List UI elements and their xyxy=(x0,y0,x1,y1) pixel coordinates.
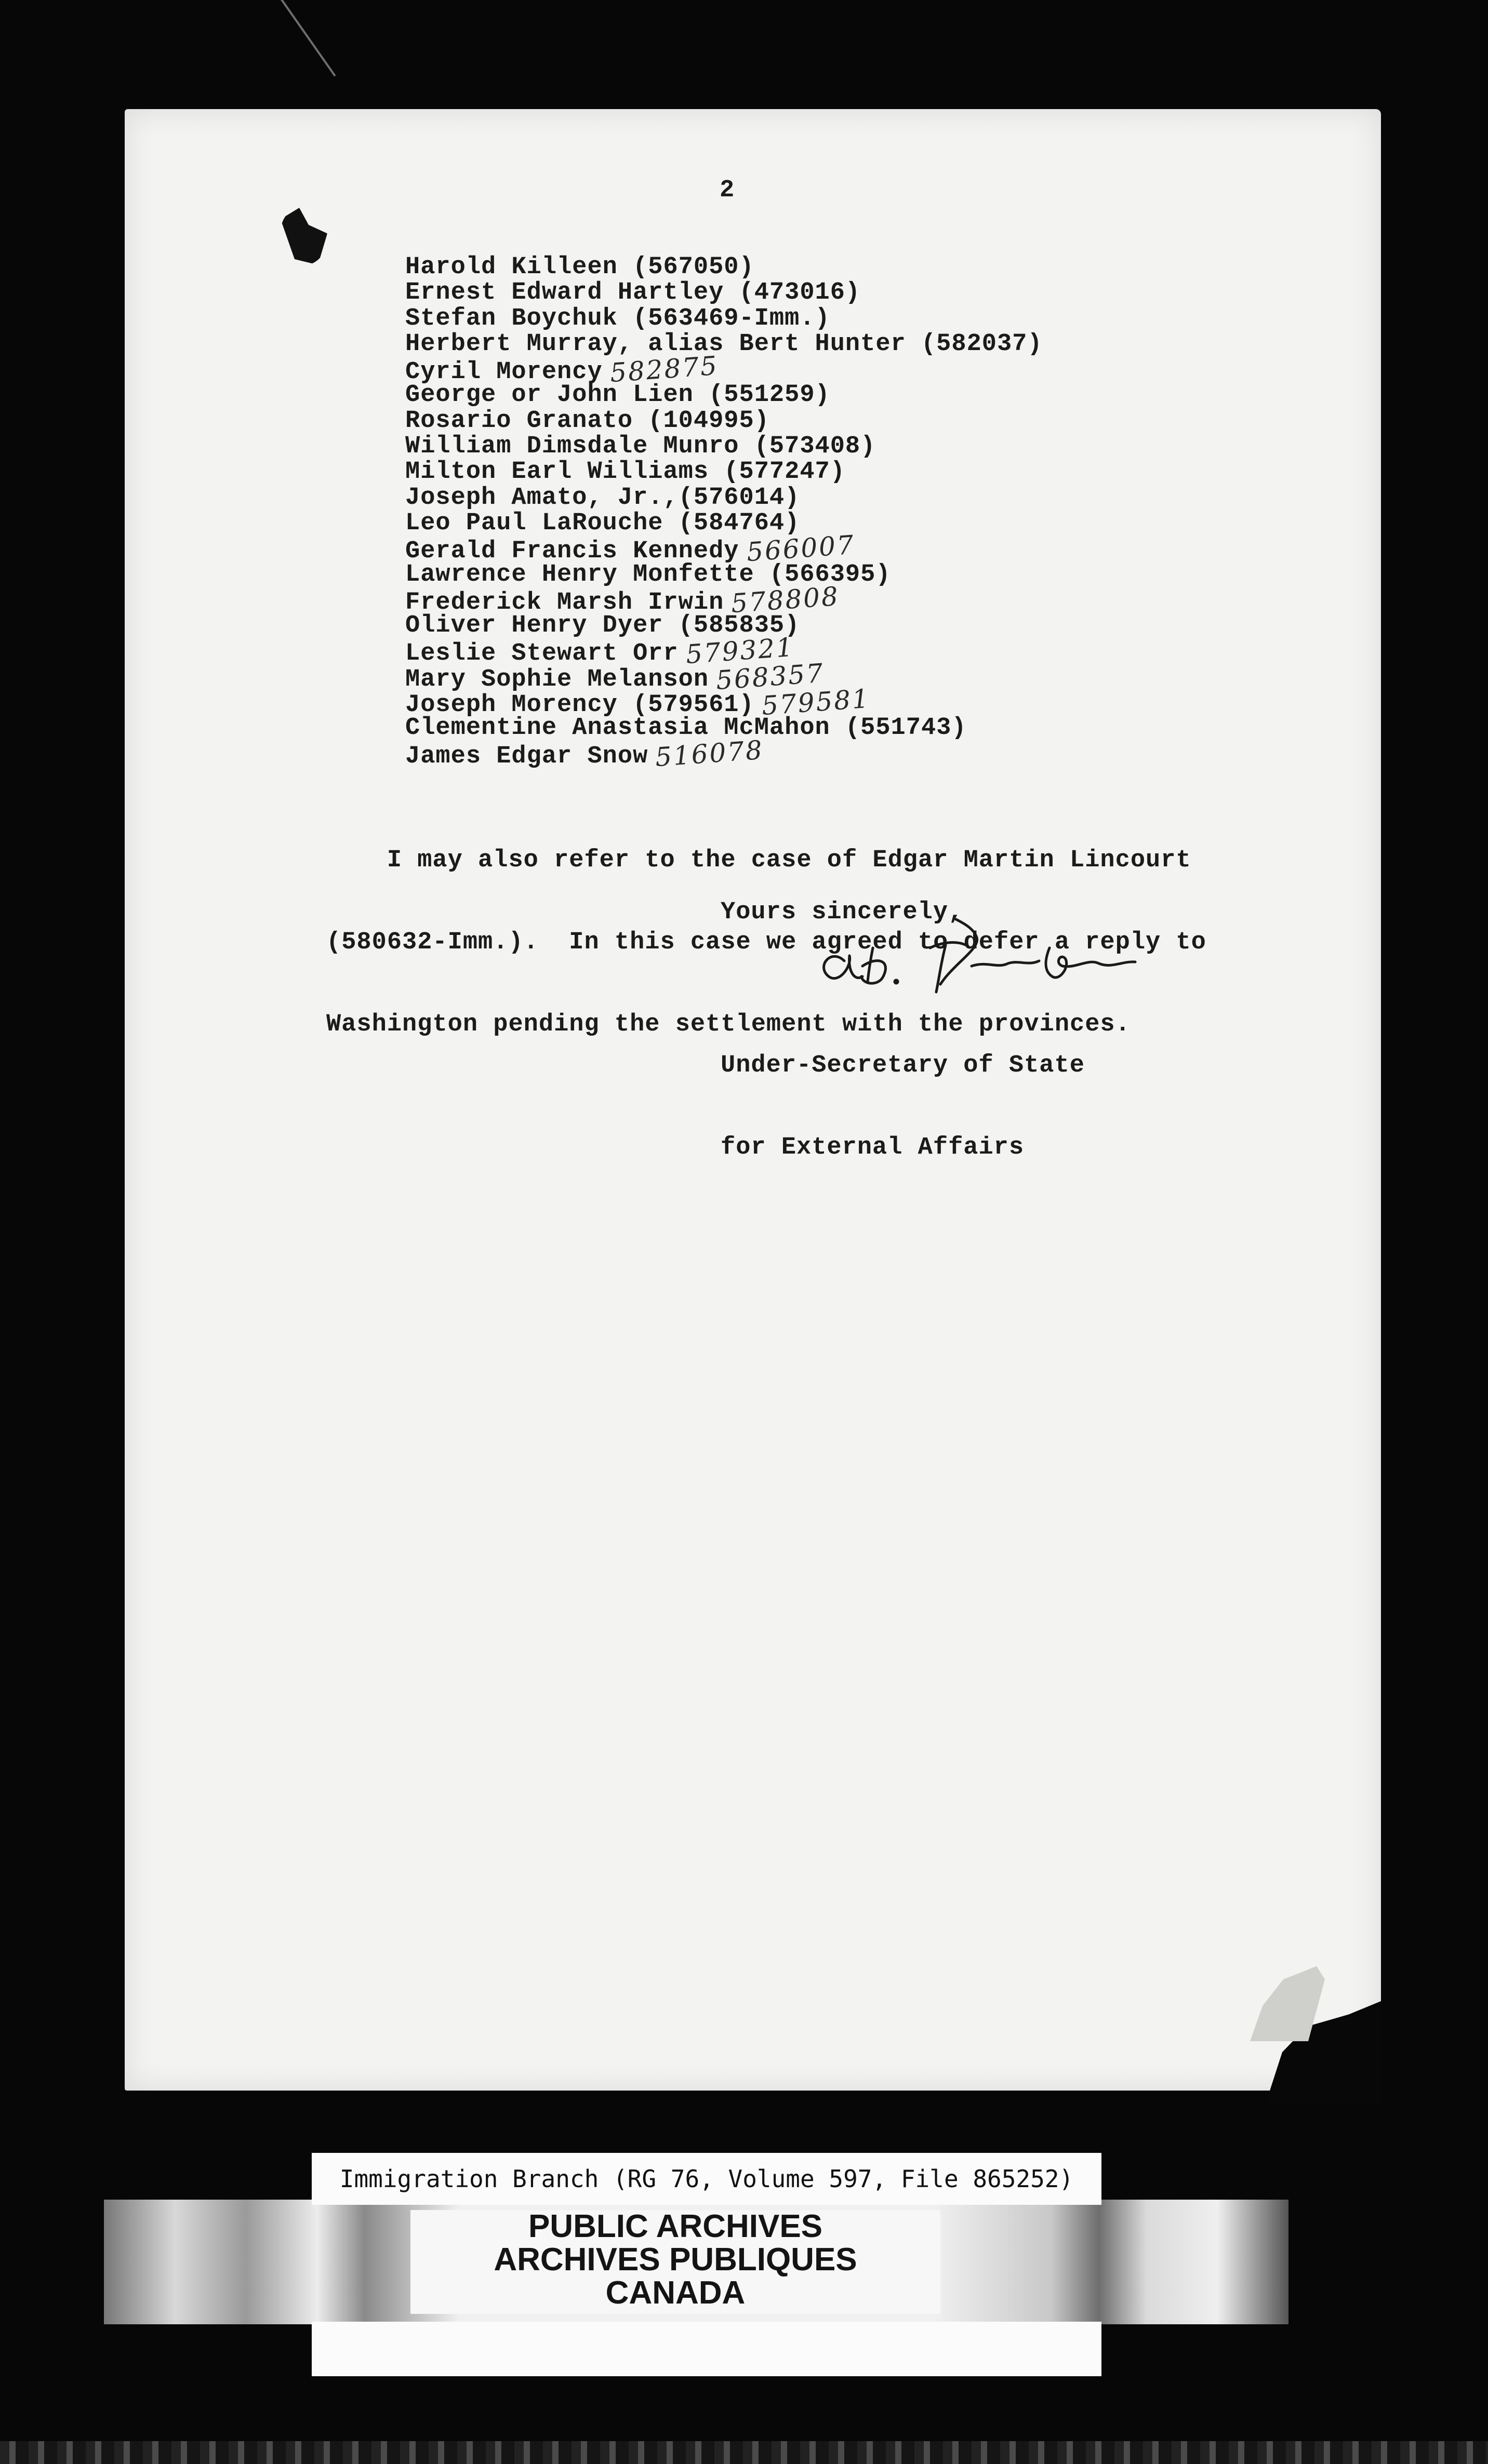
name-entry xyxy=(405,581,1043,619)
name-entry xyxy=(405,382,1043,408)
name-text: Harold Killeen (567050) xyxy=(405,253,754,281)
handwritten-file-number: 568357 xyxy=(715,658,826,695)
name-text: George or John Lien (551259) xyxy=(405,381,830,409)
film-scratch xyxy=(281,0,336,76)
handwritten-file-number: 582875 xyxy=(608,350,720,389)
stamp-line: PUBLIC ARCHIVES xyxy=(528,2208,823,2244)
name-text: Rosario Granato (104995) xyxy=(405,407,769,435)
salutation: Yours sincerely, xyxy=(721,899,964,926)
name-text: Milton Earl Williams (577247) xyxy=(405,458,845,486)
name-text: Gerald Francis Kennedy xyxy=(405,538,739,566)
name-text: Stefan Boychuk (563469-Imm.) xyxy=(405,304,830,332)
name-entry xyxy=(405,658,1043,695)
film-edge xyxy=(0,2441,1488,2464)
archive-stamp xyxy=(410,2210,940,2314)
name-entry xyxy=(405,632,1043,670)
name-entry xyxy=(405,683,1043,721)
page-number: 2 xyxy=(720,177,735,204)
name-text: Ernest Edward Hartley (473016) xyxy=(405,279,861,307)
handwritten-file-number: 579581 xyxy=(760,683,871,721)
handwritten-file-number: 566007 xyxy=(745,530,856,568)
name-entry xyxy=(405,734,1043,772)
title-line: for External Affairs xyxy=(721,1134,1025,1161)
name-entry xyxy=(405,255,1043,280)
name-entry xyxy=(405,280,1043,305)
name-entry xyxy=(405,434,1043,459)
name-text: Leslie Stewart Orr xyxy=(405,640,679,668)
name-entry xyxy=(405,511,1043,536)
name-entry xyxy=(405,306,1043,331)
name-entry xyxy=(405,350,1043,389)
handwritten-file-number: 516078 xyxy=(654,734,765,772)
paragraph-line: Washington pending the settlement with the provinces. xyxy=(326,1011,1131,1038)
name-text: Oliver Henry Dyer (585835) xyxy=(405,612,800,640)
handwritten-file-number: 579321 xyxy=(684,632,795,670)
name-entry xyxy=(405,459,1043,485)
name-text: Lawrence Henry Monfette (566395) xyxy=(405,560,891,588)
name-text: Leo Paul LaRouche (584764) xyxy=(405,509,800,537)
name-entry xyxy=(405,408,1043,434)
name-text: William Dimsdale Munro (573408) xyxy=(405,433,876,461)
paragraph-line: (580632-Imm.). In this case we agreed to defer a reply to xyxy=(326,929,1206,956)
blank-label-slip xyxy=(312,2322,1101,2376)
name-entry xyxy=(405,485,1043,511)
name-text: Joseph Morency (579561) xyxy=(405,691,754,719)
name-list xyxy=(405,253,1043,772)
name-entry xyxy=(405,331,1043,357)
name-text: Mary Sophie Melanson xyxy=(405,665,709,693)
name-text: Cyril Morency xyxy=(405,358,603,386)
name-text: Joseph Amato, Jr.,(576014) xyxy=(405,484,800,512)
name-text: Clementine Anastasia McMahon (551743) xyxy=(405,714,967,742)
name-entry xyxy=(405,613,1043,638)
name-text: Frederick Marsh Irwin xyxy=(405,588,724,617)
archive-citation: Immigration Branch (RG 76, Volume 597, File 865252) xyxy=(312,2153,1101,2205)
handwritten-file-number: 578808 xyxy=(730,581,841,619)
paragraph-line: I may also refer to the case of Edgar Martin Lincourt xyxy=(326,847,1191,874)
name-text: Herbert Murray, alias Bert Hunter (582037) xyxy=(405,330,1043,358)
stamp-line: ARCHIVES PUBLIQUES xyxy=(494,2242,857,2278)
name-entry xyxy=(405,530,1043,568)
signatory-title xyxy=(721,997,1085,1189)
stamp-line: CANADA xyxy=(605,2275,746,2311)
handwritten-signature xyxy=(800,899,1174,1002)
title-line: Under-Secretary of State xyxy=(721,1052,1085,1079)
name-text: James Edgar Snow xyxy=(405,742,648,770)
name-entry xyxy=(405,562,1043,587)
